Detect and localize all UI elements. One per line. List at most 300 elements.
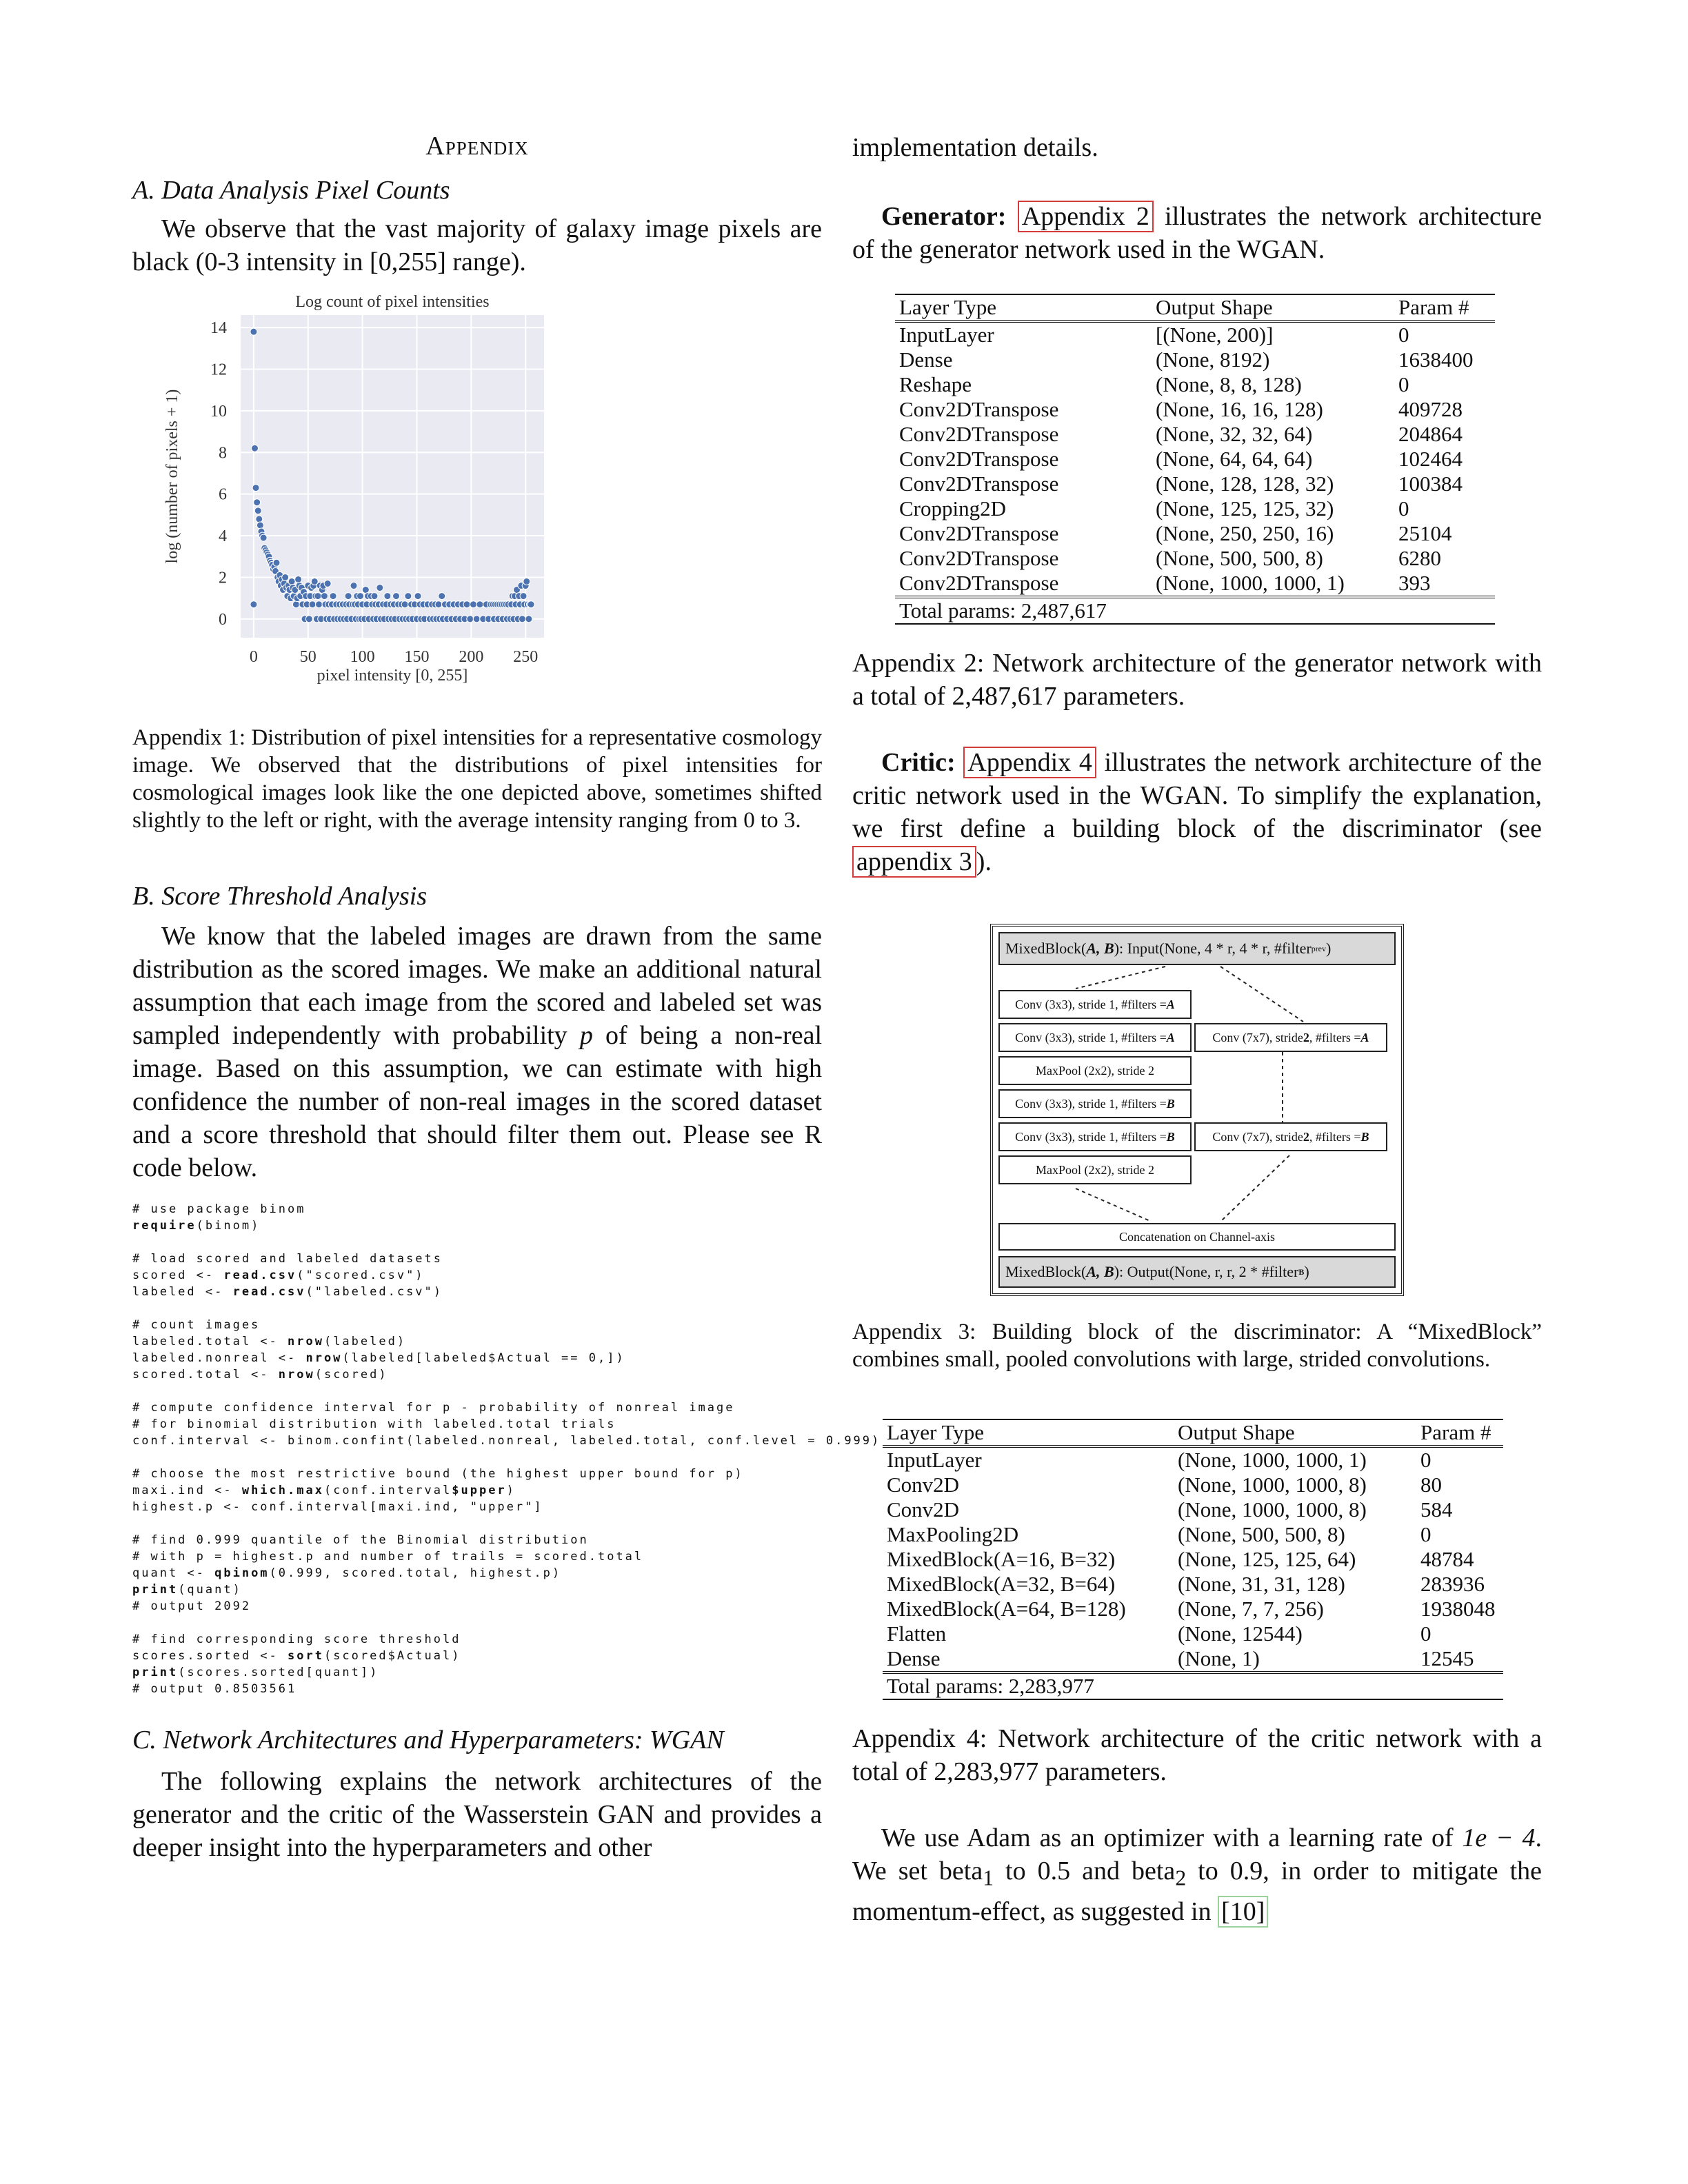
table-header-row	[895, 294, 1495, 321]
layer-type-cell: MixedBlock(A=32, B=64)	[887, 1572, 1116, 1596]
x-axis-label: pixel intensity [0, 255]	[316, 667, 468, 685]
code-line	[132, 1581, 822, 1598]
diagram-box-text: Conv (3x3), stride 1, #filters =	[1015, 1096, 1167, 1111]
output-shape-cell: [(None, 200)]	[1156, 323, 1274, 347]
data-point	[528, 601, 534, 608]
table-row	[895, 472, 1495, 496]
param-count-cell: 0	[1398, 496, 1409, 520]
data-point	[401, 601, 408, 608]
y-tick-label: 2	[219, 569, 227, 587]
param-count-cell: 6280	[1398, 546, 1441, 570]
param-count-cell: 48784	[1420, 1547, 1474, 1571]
code-text: (quant)	[178, 1583, 242, 1597]
layer-type-cell: MaxPooling2D	[887, 1522, 1019, 1546]
diagram-box-value: A	[1360, 1030, 1369, 1044]
layer-type-cell: Flatten	[887, 1621, 947, 1646]
param-count-cell: 12545	[1420, 1646, 1474, 1670]
connector-line	[1220, 967, 1303, 1022]
code-group	[132, 1532, 822, 1615]
output-shape-cell: (None, 31, 31, 128)	[1178, 1572, 1345, 1596]
optimizer-text: We use Adam as an optimizer with a learning rate of	[881, 1823, 1463, 1852]
layer-type-cell: Cropping2D	[899, 496, 1006, 520]
data-point	[520, 593, 527, 600]
code-text: labeled.total <-	[132, 1335, 288, 1348]
code-keyword: print	[132, 1583, 179, 1597]
code-text: (conf.interval	[323, 1484, 452, 1497]
x-tick-label: 0	[249, 648, 258, 666]
critic-table	[883, 1419, 1503, 1700]
output-shape-cell: (None, 16, 16, 128)	[1156, 397, 1323, 421]
diagram-output-mid: ): Output(None, r, r, 2 * #filter	[1114, 1263, 1299, 1280]
layer-type-cell: Conv2DTranspose	[899, 571, 1059, 595]
diagram-input-ab: A, B	[1086, 940, 1114, 957]
layer-type-cell: Conv2DTranspose	[899, 472, 1059, 496]
data-point	[371, 593, 378, 600]
diagram-input-sub: prev	[1311, 943, 1327, 953]
diagram-concat-box	[998, 1223, 1396, 1251]
table-row	[895, 372, 1495, 397]
code-text: ("labeled.csv")	[305, 1285, 443, 1299]
data-point	[356, 593, 363, 600]
diagram-box-value: A	[1166, 997, 1175, 1011]
section-c-paragraph: The following explains the network architectures of the generator and the critic of the Wasserstein GAN and provides a deeper insight into the hyperparameters and other	[132, 1767, 822, 1862]
table-total-row	[883, 1672, 1503, 1699]
right-column	[852, 131, 1542, 1928]
code-text: (binom)	[196, 1219, 261, 1233]
section-a-paragraph: We observe that the vast majority of galaxy image pixels are black (0-3 intensity in [0,255] range).	[132, 214, 822, 276]
diagram-box-stride: 2	[1303, 1030, 1309, 1044]
table-row	[895, 571, 1495, 597]
diagram-box-text: Concatenation on Channel-axis	[1119, 1229, 1275, 1244]
diagram-box-text: Conv (7x7), stride	[1212, 1129, 1303, 1144]
code-line: highest.p <- conf.interval[maxi.ind, "upper"]	[132, 1500, 543, 1514]
generator-label: Generator:	[881, 202, 1007, 231]
data-point	[256, 516, 263, 523]
code-line: conf.interval <- binom.confint(labeled.nonreal, labeled.total, conf.level = 0.999)	[132, 1434, 881, 1448]
data-point	[314, 593, 321, 600]
data-point	[384, 593, 391, 600]
data-point	[273, 559, 280, 566]
critic-label: Critic:	[881, 748, 956, 777]
code-keyword: print	[132, 1666, 179, 1679]
diagram-maxpool-box	[998, 1155, 1192, 1184]
data-point	[525, 616, 532, 623]
generator-paragraph	[852, 200, 1542, 266]
data-point	[463, 601, 470, 608]
table-row	[895, 397, 1495, 422]
code-keyword: qbinom	[214, 1566, 270, 1580]
code-line	[132, 1565, 822, 1581]
data-point	[376, 585, 383, 592]
citation-ref-link[interactable]: [10]	[1218, 1896, 1268, 1928]
code-line	[132, 1333, 822, 1350]
param-count-cell: 584	[1420, 1497, 1453, 1521]
code-comment: # with p = highest.p and number of trails = scored.total	[132, 1550, 644, 1564]
code-keyword: nrow	[288, 1335, 324, 1348]
layer-type-cell: Reshape	[899, 372, 972, 396]
code-group	[132, 1399, 881, 1449]
section-b-paragraph	[132, 920, 822, 1184]
param-count-cell: 0	[1420, 1621, 1431, 1646]
diagram-input-prefix: MixedBlock(	[1005, 940, 1087, 957]
diagram-strided-conv-box	[1194, 1122, 1387, 1151]
optimizer-text: to 0.9, in order to mitigate the momentum-effect, as suggested in	[852, 1857, 1542, 1926]
code-text: quant <-	[132, 1566, 215, 1580]
diagram-strided-conv-box	[1194, 1023, 1387, 1052]
layer-type-cell: Conv2DTranspose	[899, 521, 1059, 545]
section-b-text-1: We know that the labeled images are drawn from the same distribution as the scored images. We make an additional natural assumption that each image from the scored and labeled set was sampled independently with probability	[132, 922, 822, 1050]
diagram-output-prefix: MixedBlock(	[1005, 1263, 1087, 1280]
data-point	[435, 601, 442, 608]
y-tick-label: 6	[219, 485, 227, 504]
code-group	[132, 1317, 822, 1383]
data-point	[309, 601, 316, 608]
diagram-box-text: Conv (7x7), stride	[1212, 1030, 1303, 1044]
code-keyword: read.csv	[232, 1285, 306, 1299]
data-point	[345, 593, 352, 600]
layer-type-cell: Conv2D	[887, 1497, 960, 1521]
diagram-box-value: A	[1166, 1030, 1175, 1044]
table-header: Param #	[1420, 1420, 1491, 1444]
code-line	[132, 1217, 822, 1234]
diagram-conv-box	[998, 1023, 1192, 1052]
optimizer-paragraph	[852, 1821, 1542, 1928]
table-row	[895, 422, 1495, 447]
left-column	[132, 131, 881, 1864]
table-row	[895, 447, 1495, 472]
data-point	[321, 593, 328, 600]
diagram-conv-box	[998, 990, 1192, 1019]
diagram-input-box	[998, 932, 1396, 965]
diagram-box-text: , #filters =	[1309, 1129, 1361, 1144]
param-count-cell: 102464	[1398, 447, 1463, 471]
data-point	[257, 522, 263, 529]
output-shape-cell: (None, 8192)	[1156, 347, 1270, 372]
diagram-input-end: )	[1326, 940, 1332, 957]
output-shape-cell: (None, 1000, 1000, 8)	[1178, 1473, 1367, 1497]
y-tick-label: 10	[210, 402, 227, 421]
code-text: (scored$Actual)	[323, 1649, 461, 1663]
layer-type-cell: Conv2DTranspose	[899, 422, 1059, 446]
data-point	[523, 578, 530, 585]
table-header: Layer Type	[899, 295, 996, 319]
code-line	[132, 1648, 822, 1664]
data-point	[393, 593, 400, 600]
data-point	[330, 593, 336, 600]
diagram-box-value: B	[1166, 1129, 1175, 1144]
data-point	[295, 576, 302, 583]
section-a-title: A. Data Analysis Pixel Counts	[132, 176, 450, 205]
y-tick-label: 14	[210, 319, 227, 338]
chart-svg	[132, 292, 822, 692]
mixedblock-diagram	[990, 924, 1404, 1296]
code-text: scored <-	[132, 1268, 224, 1282]
optimizer-sub: 2	[1175, 1866, 1187, 1890]
continuation-paragraph: implementation details.	[852, 133, 1098, 162]
table-row	[895, 496, 1495, 521]
layer-type-cell: Conv2D	[887, 1473, 960, 1497]
y-axis-label: log (number of pixels + 1)	[163, 389, 181, 564]
table-total: Total params: 2,283,977	[887, 1674, 1094, 1698]
table-row	[883, 1497, 1503, 1522]
section-b-text-2: of being a non-real image. Based on this assumption, we can estimate with high confidence the number of non-real images in the scored dataset and a score threshold that should filter them out. Please see R code below.	[132, 1021, 823, 1182]
code-group	[132, 1466, 822, 1515]
param-count-cell: 283936	[1420, 1572, 1485, 1596]
code-keyword: require	[132, 1219, 197, 1233]
code-comment: # find 0.999 quantile of the Binomial distribution	[132, 1533, 589, 1547]
figure-1-caption: Appendix 1: Distribution of pixel intensities for a representative cosmology image. We observed that the distributions of pixel intensities for cosmological images look like the one depicted above, sometimes shifted slightly to the left or right, with the average intensity ranging from 0 to 3.	[132, 725, 822, 833]
data-point	[439, 593, 445, 600]
optimizer-text: . We set beta	[852, 1823, 1543, 1885]
layer-type-cell: MixedBlock(A=16, B=32)	[887, 1547, 1116, 1571]
code-keyword: sort	[288, 1649, 324, 1663]
param-count-cell: 0	[1420, 1448, 1431, 1472]
code-text: (scores.sorted[quant])	[178, 1666, 379, 1679]
layer-type-cell: InputLayer	[899, 323, 994, 347]
section-c-title: C. Network Architectures and Hyperparameters: WGAN	[132, 1726, 724, 1755]
table-header: Output Shape	[1156, 295, 1273, 319]
param-count-cell: 25104	[1398, 521, 1452, 545]
table-row	[883, 1621, 1503, 1646]
diagram-box-text: MaxPool (2x2), stride 2	[1036, 1063, 1154, 1078]
code-text: (scored)	[314, 1368, 388, 1382]
table-row	[895, 347, 1495, 372]
code-comment: # use package binom	[132, 1202, 306, 1216]
critic-paragraph	[852, 746, 1542, 878]
table-total-row	[895, 597, 1495, 624]
y-tick-label: 12	[210, 361, 227, 379]
y-tick-label: 8	[219, 444, 227, 463]
table-row	[883, 1597, 1503, 1621]
table-header: Layer Type	[887, 1420, 984, 1444]
data-point	[292, 601, 299, 608]
code-text: labeled.nonreal <-	[132, 1351, 306, 1365]
table-header: Output Shape	[1178, 1420, 1295, 1444]
param-count-cell: 80	[1420, 1473, 1442, 1497]
table-total: Total params: 2,487,617	[899, 598, 1107, 623]
code-keyword: read.csv	[223, 1268, 297, 1282]
data-point	[250, 328, 257, 335]
data-point	[254, 507, 261, 514]
code-line	[132, 1664, 822, 1681]
data-point	[476, 601, 483, 608]
critic-table-body	[883, 1446, 1503, 1672]
critic-caption: Appendix 4: Network architecture of the critic network with a total of 2,283,977 parameters.	[852, 1724, 1542, 1786]
table-row	[895, 521, 1495, 546]
generator-caption: Appendix 2: Network architecture of the generator network with a total of 2,487,617 parameters.	[852, 649, 1542, 711]
optimizer-sub: 1	[983, 1866, 994, 1890]
x-tick-label: 100	[350, 648, 375, 666]
code-text: (labeled[labeled$Actual == 0,])	[342, 1351, 625, 1365]
section-b-title: B. Score Threshold Analysis	[132, 882, 428, 911]
code-keyword: which.max	[241, 1484, 324, 1497]
code-text: scored.total <-	[132, 1368, 279, 1382]
data-point	[305, 616, 312, 623]
generator-table	[895, 294, 1495, 625]
code-line	[132, 1366, 822, 1383]
table-header: Param #	[1398, 295, 1469, 319]
param-count-cell: 0	[1398, 323, 1409, 347]
critic-text-1: illustrates the network architecture of the critic network used in the WGAN. To simplify the explanation, we first define a building block of the discriminator (see	[852, 748, 1542, 843]
connector-line	[1220, 1155, 1289, 1222]
output-shape-cell: (None, 1000, 1000, 1)	[1156, 571, 1345, 595]
r-code-block	[132, 1201, 881, 1697]
output-shape-cell: (None, 1)	[1178, 1646, 1260, 1670]
param-count-cell: 1638400	[1398, 347, 1474, 372]
data-point	[252, 445, 259, 452]
chart-title: Log count of pixel intensities	[295, 293, 490, 311]
output-shape-cell: (None, 8, 8, 128)	[1156, 372, 1302, 396]
table-row	[883, 1473, 1503, 1497]
layer-type-cell: Conv2DTranspose	[899, 397, 1059, 421]
code-comment: # find corresponding score threshold	[132, 1632, 461, 1646]
critic-ref-link[interactable]: Appendix 4	[963, 747, 1096, 778]
diagram-output-sub: B	[1298, 1266, 1305, 1277]
code-comment: # for binomial distribution with labeled.total trials	[132, 1417, 616, 1431]
appendix-heading: Appendix	[425, 132, 529, 161]
code-keyword: nrow	[305, 1351, 343, 1365]
param-count-cell: 393	[1398, 571, 1431, 595]
table-header-row	[883, 1419, 1503, 1446]
data-point	[470, 601, 476, 608]
code-text: (0.999, scored.total, highest.p)	[269, 1566, 562, 1580]
output-shape-cell: (None, 125, 125, 32)	[1156, 496, 1334, 520]
diagram-box-text: MaxPool (2x2), stride 2	[1036, 1162, 1154, 1177]
diagram-box-text: Conv (3x3), stride 1, #filters =	[1015, 997, 1167, 1011]
code-group	[132, 1631, 822, 1697]
critic-text-2: ).	[976, 847, 992, 876]
code-comment: # choose the most restrictive bound (the highest upper bound for p)	[132, 1467, 744, 1481]
pixel-chart	[132, 292, 822, 692]
table-row	[895, 546, 1495, 571]
code-comment: # load scored and labeled datasets	[132, 1252, 443, 1266]
code-comment: # compute confidence interval for p - probability of nonreal image	[132, 1401, 735, 1415]
x-tick-label: 200	[459, 648, 484, 666]
table-row	[883, 1446, 1503, 1473]
section-b-var-p: p	[579, 1021, 593, 1050]
code-text: scores.sorted <-	[132, 1649, 288, 1663]
diagram-maxpool-box	[998, 1056, 1192, 1085]
code-keyword: nrow	[278, 1368, 315, 1382]
data-point	[260, 534, 267, 541]
diagram-box-text: Conv (3x3), stride 1, #filters =	[1015, 1030, 1167, 1044]
code-group	[132, 1201, 822, 1234]
data-point	[282, 574, 289, 580]
output-shape-cell: (None, 128, 128, 32)	[1156, 472, 1334, 496]
code-line	[132, 1350, 822, 1366]
table-row	[883, 1522, 1503, 1547]
param-count-cell: 0	[1420, 1522, 1431, 1546]
data-point	[350, 583, 357, 589]
diagram-output-end: )	[1304, 1263, 1309, 1280]
optimizer-text: to 0.5 and beta	[994, 1857, 1176, 1885]
data-point	[519, 616, 525, 623]
data-point	[324, 580, 331, 587]
code-comment: # count images	[132, 1318, 261, 1332]
data-point	[254, 499, 261, 506]
param-count-cell: 0	[1398, 372, 1409, 396]
diagram-output-box	[998, 1256, 1396, 1288]
data-point	[405, 593, 412, 600]
layer-type-cell: Conv2DTranspose	[899, 447, 1059, 471]
code-text: )	[506, 1484, 516, 1497]
diagram-input-mid: ): Input(None, 4 * r, 4 * r, #filter	[1114, 940, 1312, 957]
data-point	[250, 601, 257, 608]
code-text: maxi.ind <-	[132, 1484, 242, 1497]
code-comment: # output 2092	[132, 1599, 252, 1613]
data-point	[316, 601, 323, 608]
generator-text: illustrates the network architecture of the generator network used in the WGAN.	[852, 202, 1542, 264]
diagram-box-value: B	[1360, 1129, 1369, 1144]
x-tick-label: 50	[299, 648, 316, 666]
layer-type-cell: InputLayer	[887, 1448, 982, 1472]
data-point	[414, 593, 421, 600]
output-shape-cell: (None, 1000, 1000, 1)	[1178, 1448, 1367, 1472]
output-shape-cell: (None, 1000, 1000, 8)	[1178, 1497, 1367, 1521]
diagram-output-ab: A, B	[1086, 1263, 1114, 1280]
diagram-box-value: B	[1166, 1096, 1175, 1111]
data-point	[288, 578, 295, 585]
diagram-conv-box	[998, 1122, 1192, 1151]
code-line	[132, 1267, 822, 1284]
data-point	[252, 485, 259, 492]
x-tick-label: 250	[513, 648, 539, 666]
param-count-cell: 204864	[1398, 422, 1463, 446]
output-shape-cell: (None, 500, 500, 8)	[1178, 1522, 1345, 1546]
generator-table-body	[895, 321, 1495, 597]
diagram-box-text: , #filters =	[1309, 1030, 1361, 1044]
diagram-box-stride: 2	[1303, 1129, 1309, 1144]
table-row	[883, 1547, 1503, 1572]
code-text: (labeled)	[323, 1335, 407, 1348]
data-point	[473, 616, 480, 623]
layer-type-cell: Conv2DTranspose	[899, 546, 1059, 570]
diagram-box-text: Conv (3x3), stride 1, #filters =	[1015, 1129, 1167, 1144]
y-tick-label: 4	[219, 527, 227, 546]
table-row	[883, 1572, 1503, 1597]
output-shape-cell: (None, 125, 125, 64)	[1178, 1547, 1356, 1571]
code-line	[132, 1284, 822, 1300]
y-tick-label: 0	[219, 610, 227, 629]
table-row	[883, 1646, 1503, 1672]
code-text: labeled <-	[132, 1285, 233, 1299]
param-count-cell: 1938048	[1420, 1597, 1496, 1621]
output-shape-cell: (None, 7, 7, 256)	[1178, 1597, 1324, 1621]
param-count-cell: 100384	[1398, 472, 1463, 496]
table-row	[895, 321, 1495, 347]
output-shape-cell: (None, 64, 64, 64)	[1156, 447, 1313, 471]
layer-type-cell: Dense	[899, 347, 953, 372]
generator-ref-link[interactable]: Appendix 2	[1018, 201, 1154, 232]
code-keyword: $upper	[452, 1484, 507, 1497]
data-point	[362, 587, 369, 594]
appendix-3-ref-link[interactable]: appendix 3	[852, 846, 976, 878]
optimizer-lr: 1e − 4	[1462, 1823, 1536, 1852]
output-shape-cell: (None, 12544)	[1178, 1621, 1303, 1646]
code-text: ("scored.csv")	[297, 1268, 425, 1282]
diagram-caption: Appendix 3: Building block of the discriminator: A “MixedBlock” combines small, pooled convolutions with large, strided convolutions.	[852, 1320, 1542, 1372]
data-point	[467, 616, 474, 623]
code-line	[132, 1482, 822, 1499]
code-group	[132, 1251, 822, 1300]
output-shape-cell: (None, 250, 250, 16)	[1156, 521, 1334, 545]
connector-line	[1076, 1189, 1152, 1222]
diagram-conv-box	[998, 1089, 1192, 1118]
output-shape-cell: (None, 500, 500, 8)	[1156, 546, 1323, 570]
layer-type-cell: MixedBlock(A=64, B=128)	[887, 1597, 1126, 1621]
x-tick-label: 150	[404, 648, 430, 666]
connector-line	[1076, 967, 1165, 989]
